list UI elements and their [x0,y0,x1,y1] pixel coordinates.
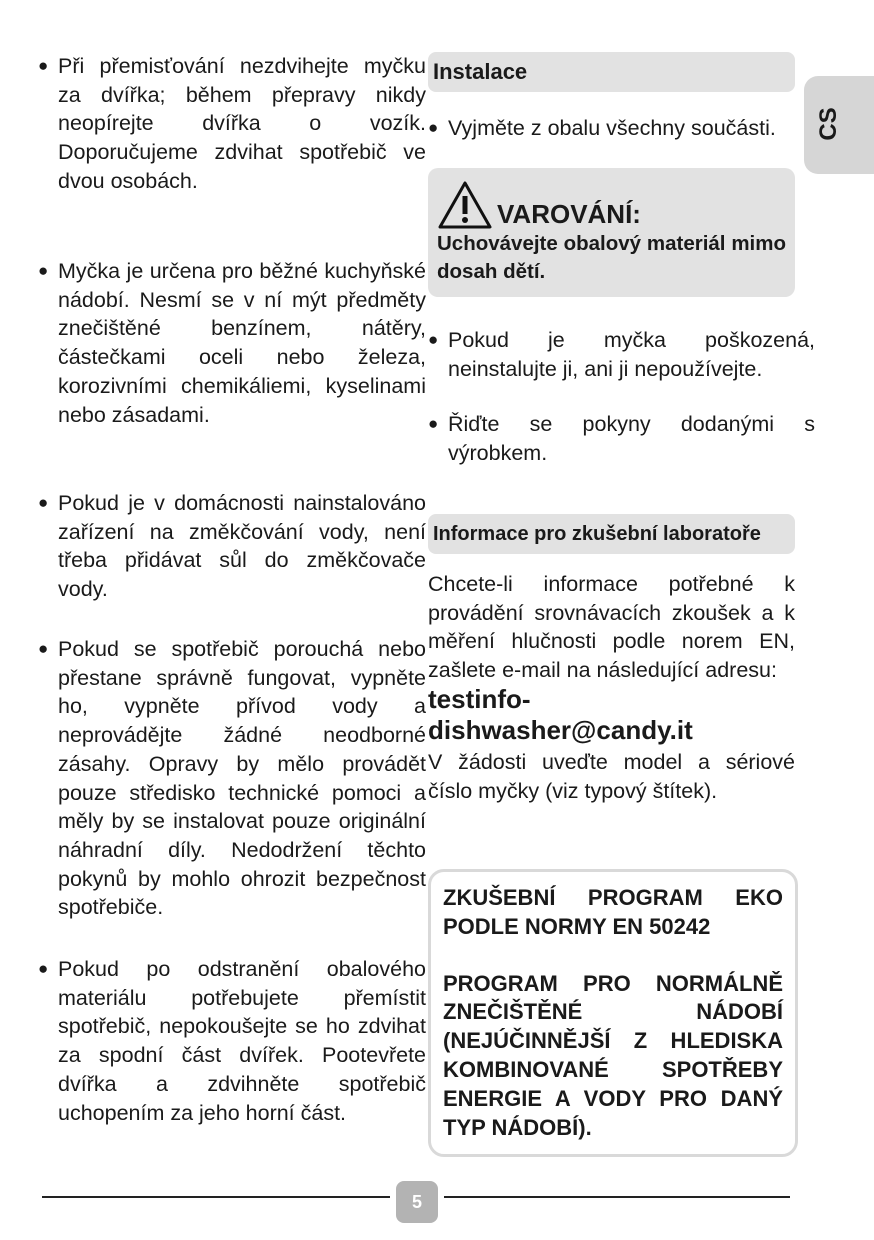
list-item: ● Pokud je myčka poškozená, neinstalujte ji, ani ji nepoužívejte. [428,328,815,381]
bullet-icon: ● [428,330,439,349]
lab-text: Chcete-li informace potřebné k provádění srovnávacích zkoušek a k měření hlučnosti podle norem EN, zašlete e-mail na následující adresu: [428,572,795,683]
warning-icon [437,180,493,230]
bullet-icon: ● [428,414,439,433]
eco-line-2: PROGRAM PRO NORMÁLNĚ ZNEČIŠTĚNÉ NÁDOBÍ (NEJÚČINNĚJŠÍ Z HLEDISKA KOMBINOVANÉ SPOTŘEBY ENERGIE A VODY PRO DANÝ TYP NÁDOBÍ). [443,970,783,1140]
language-label: CS [815,107,842,141]
footer-divider-right [444,1196,790,1198]
bullet-icon: ● [38,56,49,75]
bullet-icon: ● [38,261,49,280]
warning-title: VAROVÁNÍ: [437,174,786,230]
bullet-icon: ● [38,959,49,978]
request-text: V žádosti uveďte model a sériové číslo myčky (viz typový štítek). [428,750,795,803]
list-item: ● Při přemisťování nezdvihejte myčku za dvířka; během přepravy nikdy neopírejte dvířka o vozík. Doporučujeme zdvihat spotřebič ve dvou osobách. [38,54,426,193]
list-item: ● Myčka je určena pro běžné kuchyňské nádobí. Nesmí se v ní mýt předměty znečištěné benzínem, nátěry, částečkami oceli nebo železa, korozivními chemikáliemi, kyselinami nebo zásadami. [38,259,426,427]
list-item: ● Pokud je v domácnosti nainstalováno zařízení na změkčování vody, není třeba přidávat sůl do změkčovače vody. [38,491,426,602]
list-item: ● Řiďte se pokyny dodanými s výrobkem. [428,412,815,465]
lab-header: Informace pro zkušební laboratoře [428,514,795,554]
install-header: Instalace [428,52,795,92]
page-number: 5 [396,1181,438,1223]
bullet-icon: ● [38,493,49,512]
warning-text: Uchovávejte obalový materiál mimo dosah dětí. [437,232,786,283]
list-item: ● Pokud se spotřebič porouchá nebo přestane správně fungovat, vypněte ho, vypněte přívod vody a neprovádějte žádné neodborné zásahy. Opravy by mělo provádět pouze středisko technické pomoci a měly by se instalovat pouze originální náhradní díly. Nedodržení těchto pokynů by mohlo ohrozit bezpečnost spotřebiče. [38,637,426,920]
language-tab [804,76,874,174]
bullet-icon: ● [38,639,49,658]
warning-box [428,168,795,297]
list-item: ● Pokud po odstranění obalového materiálu potřebujete přemístit spotřebič, nepokoušejte se ho zdvihat za spodní část dvířek. Pootevřete dvířka a zdvihněte spotřebič uchopením za jeho horní část. [38,957,426,1125]
list-item: ● Vyjměte z obalu všechny součásti. [428,114,815,143]
email-address: testinfo-dishwasher@candy.it [428,684,693,745]
eco-line-1: ZKUŠEBNÍ PROGRAM EKO PODLE NORMY EN 50242 [443,885,783,939]
eco-program-box [428,869,798,1157]
bullet-icon: ● [428,118,439,137]
footer-divider-left [42,1196,390,1198]
